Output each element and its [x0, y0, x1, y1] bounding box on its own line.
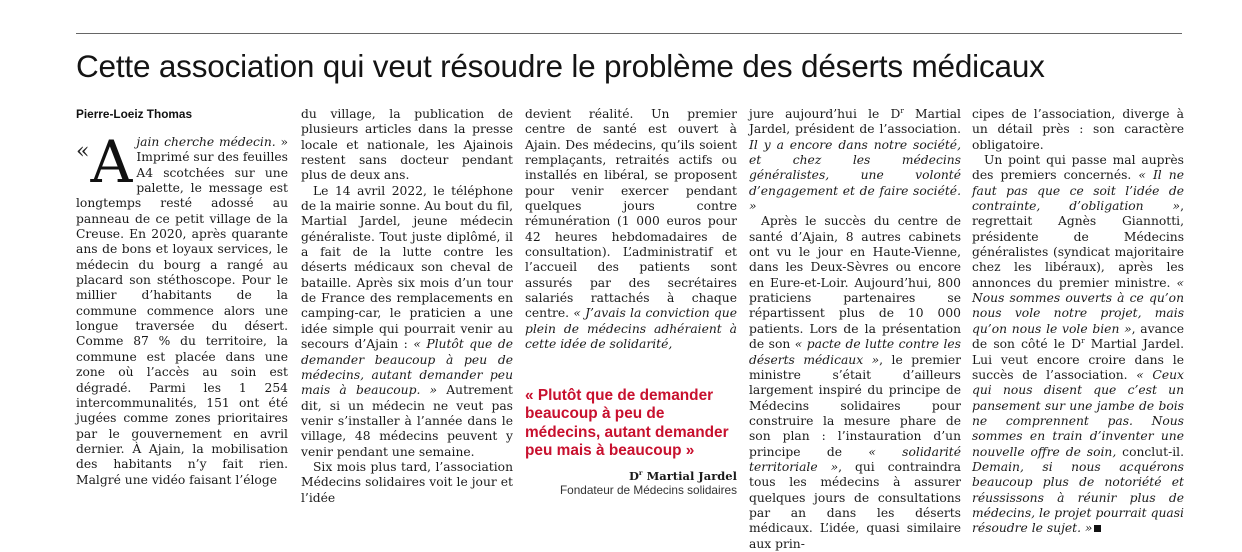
article-column-3: [525, 107, 737, 497]
paragraph: devient réalité. Un premier centre de santé est ouvert à Ajain. Des médecins, qu’ils soient remplaçants, retraités actifs ou installés en libéral, se proposent pour venir exercer pendant quelques jours contre rémunération (1 000 euros pour 42 heures hebdomadaires de consultation). L’administratif et l’accueil des patients sont assurés par des secrétaires salariés rattachés à chaque centre. « J’avais la conviction que plein de médecins adhéraient à cette idée de solidarité,: [525, 107, 737, 352]
dropcap-letter: A: [90, 128, 133, 196]
top-rule: [76, 33, 1182, 34]
pull-quote: « Plutôt que de demander beaucoup à peu de médecins, autant demander peu mais à beaucoup »: [525, 386, 729, 460]
article-column-4: [749, 107, 961, 552]
paragraph: jure aujourd’hui le $D^r$ Martial Jardel, président de l’association. Il y a encore dans notre société, et chez les médecins généralistes, une volonté d’engagement et de faire société. »: [749, 105, 961, 214]
end-of-article-mark: [1094, 525, 1101, 532]
lead-paragraph: [76, 128, 288, 488]
lead-italic-text: jain cherche médecin.: [136, 135, 276, 149]
inline-quote: « Ceux qui nous disent que c’est un pansement sur une jambe de bois ne comprennent pas. Nous sommes en train d’inventer une nouvelle offre de soin,: [972, 367, 1184, 459]
inline-quote: « Plutôt que de demander beaucoup à peu de médecins, autant demander peu mais à beaucoup. »: [301, 337, 513, 398]
paragraph: cipes de l’association, diverge à un détail près : son caractère obligatoire.: [972, 107, 1184, 152]
article-column-2: [301, 107, 513, 506]
inline-quote: « J’avais la conviction que plein de médecins adhéraient à cette idée de solidarité,: [525, 306, 737, 352]
paragraph: Après le succès du centre de santé d’Ajain, 8 autres cabinets ont vu le jour en Haute-Vienne, dans les Deux-Sèvres ou encore en Eure-et-Loir. Aujourd’hui, 800 praticiens partenaires se répartissent plus de 10 000 patients. Lors de la présentation de son « pacte de lutte contre les déserts médicaux », le premier ministre s’était d’ailleurs largement inspiré du principe de Médecins solidaires pour construire la mesure phare de son plan : l’instauration d’un principe de « solidarité territoriale », qui contraindra tous les médecins à assurer quelques jours de consultations par an dans les déserts médicaux. L’idée, quasi similaire aux prin-: [749, 214, 961, 551]
byline: Pierre-Loeiz Thomas: [76, 107, 193, 121]
dropcap-quote-mark: «: [76, 139, 90, 164]
inline-quote: « Nous sommes ouverts à ce qu’on nous vole notre projet, mais qu’on nous le vole bien »: [972, 275, 1184, 336]
article-column-1: [76, 107, 288, 488]
article-headline: Cette association qui veut résoudre le problème des déserts médicaux: [76, 48, 1045, 84]
inline-quote: Il y a encore dans notre société, et chez les médecins généralistes, une volonté d’engagement et de faire société. »: [749, 137, 961, 214]
inline-quote: « pacte de lutte contre les déserts médicaux »: [749, 337, 961, 367]
inline-quote: Demain, si nous acquérons beaucoup plus de notoriété et réussissons à réunir plus de médecins, le projet pourrait quasi résoudre le sujet. »: [972, 459, 1184, 536]
paragraph: Un point qui passe mal auprès des premiers concernés. « Il ne faut pas que ce soit l’idée de contrainte, d’obligation », regrettait Agnès Giannotti, présidente de Médecins généralistes (syndicat majoritaire chez les libéraux), après les annonces du premier ministre. « Nous sommes ouverts à ce qu’on nous vole notre projet, mais qu’on nous le vole bien », avance de son côté le $D^r$ Martial Jardel. Lui veut encore croire dans le succès de l’association. « Ceux qui nous disent que c’est un pansement sur une jambe de bois ne comprennent pas. Nous sommes en train d’inventer une nouvelle offre de soin, conclut-il. Demain, si nous acquérons beaucoup plus de notoriété et réussissons à réunir plus de médecins, le projet pourrait quasi résoudre le sujet. »: [972, 153, 1185, 536]
paragraph: Le 14 avril 2022, le téléphone de la mairie sonne. Au bout du fil, Martial Jardel, jeune médecin généraliste. Tout juste diplômé, il a fait de la lutte contre les déserts médicaux son cheval de bataille. Après six mois d’un tour de France des remplacements en camping-car, le praticien a une idée simple qui pourrait venir au secours d’Ajain : « Plutôt que de demander beaucoup à peu de médecins, autant demander peu mais à beaucoup. » Autrement dit, si un médecin ne veut pas venir s’installer à l’année dans le village, 48 médecins peuvent y venir pendant une semaine.: [301, 183, 513, 459]
lead-text: » Imprimé sur des feuilles A4 scotchées sur une palette, le message est longtemps resté adossé au panneau de ce petit village de la Creuse. En 2020, après quarante ans de bons et loyaux services, le médecin du bourg a rangé au placard son stéthoscope. Pour le millier d’habitants de la commune commence alors une longue traversée du désert. Comme 87 % du territoire, la commune est placée dans une zone où l’accès au soin est dégradé. Parmi les 1 254 intercommunalités, 151 ont été jugées comme zones prioritaires par le gouvernement en avril dernier. À Ajain, la mobilisation des habitants n’y fait rien. Malgré une vidéo faisant l’éloge: [76, 135, 288, 487]
pull-quote-box: [525, 387, 737, 497]
pull-quote-role: Fondateur de Médecins solidaires: [559, 482, 737, 497]
paragraph: Six mois plus tard, l’association Médecins solidaires voit le jour et l’idée: [301, 459, 513, 505]
inline-quote: « solidarité territoriale »: [749, 444, 961, 474]
paragraph: du village, la publication de plusieurs articles dans la presse locale et nationale, les Ajainois restent sans docteur pendant plus de deux ans.: [301, 107, 513, 183]
article-column-5: [972, 107, 1184, 537]
pull-quote-author: $D^r$ Martial Jardel: [628, 468, 737, 483]
inline-quote: « Il ne faut pas que ce soit l’idée de contrainte, d’obligation »: [972, 168, 1184, 214]
